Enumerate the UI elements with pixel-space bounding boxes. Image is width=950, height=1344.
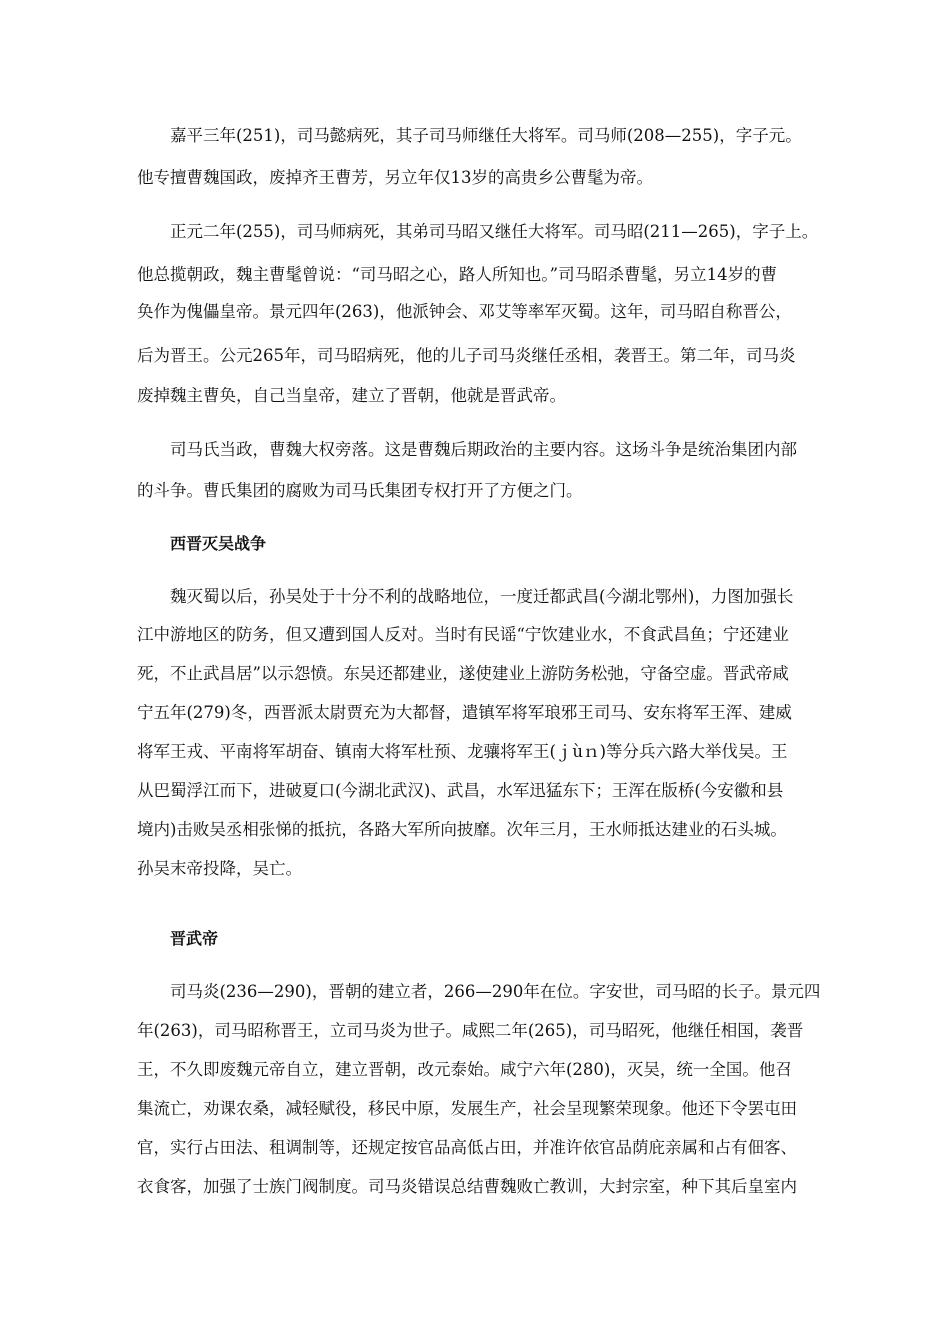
paragraph-3-line-2: 的斗争。曹氏集团的腐败为司马氏集团专权打开了方便之门。 xyxy=(137,481,583,500)
paragraph-5-line-5: 官，实行占田法、租调制等，还规定按官品高低占田，并准许依官品荫庇亲属和占有佃客、 xyxy=(137,1138,797,1157)
paragraph-5-line-1: 司马炎(236—290)，晋朝的建立者，266—290年在位。字安世，司马昭的长子。景元四 xyxy=(170,982,821,1001)
paragraph-5-line-3: 王，不久即废魏元帝自立，建立晋朝，改元泰始。咸宁六年(280)，灭吴，统一全国。他召 xyxy=(137,1060,792,1079)
paragraph-4-line-4: 宁五年(279)冬，西晋派太尉贾充为大都督，遣镇军将军琅邪王司马、安东将军王浑、建威 xyxy=(137,703,792,722)
section-heading-emperor-wu-of-jin: 晋武帝 xyxy=(170,929,219,948)
paragraph-4-line-1: 魏灭蜀以后，孙吴处于十分不利的战略地位，一度迁都武昌(今湖北鄂州)，力图加强长 xyxy=(170,587,794,606)
paragraph-4-line-6: 从巴蜀浮江而下，进破夏口(今湖北武汉)、武昌，水军迅猛东下；王浑在版桥(今安徽和县 xyxy=(137,781,784,800)
paragraph-2-line-3: 奂作为傀儡皇帝。景元四年(263)，他派钟会、邓艾等率军灭蜀。这年，司马昭自称晋公， xyxy=(137,302,792,321)
paragraph-1-line-1: 嘉平三年(251)，司马懿病死，其子司马师继任大将军。司马师(208—255)，字子元。 xyxy=(170,126,802,145)
paragraph-2-line-4: 后为晋王。公元265年，司马昭病死，他的儿子司马炎继任丞相，袭晋王。第二年，司马炎 xyxy=(137,346,796,365)
paragraph-4-line-2: 江中游地区的防务，但又遭到国人反对。当时有民谣“宁饮建业水，不食武昌鱼；宁还建业 xyxy=(137,625,789,644)
paragraph-5-line-6: 衣食客，加强了士族门阀制度。司马炎错误总结曹魏败亡教训，大封宗室，种下其后皇室内 xyxy=(137,1177,797,1196)
paragraph-2-line-2: 他总揽朝政，魏主曹髦曾说：“司马昭之心，路人所知也。”司马昭杀曹髦，另立14岁的曹 xyxy=(137,265,778,284)
paragraph-3-line-1: 司马氏当政，曹魏大权旁落。这是曹魏后期政治的主要内容。这场斗争是统治集团内部 xyxy=(170,440,797,459)
paragraph-4-line-3: 死，不止武昌居”以示怨愤。东吴还都建业，遂使建业上游防务松弛，守备空虚。晋武帝咸 xyxy=(137,664,789,683)
section-heading-west-jin-conquest-of-wu: 西晋灭吴战争 xyxy=(170,534,267,553)
paragraph-4-line-8: 孙吴末帝投降，吴亡。 xyxy=(137,859,302,878)
paragraph-2-line-1: 正元二年(255)，司马师病死，其弟司马昭又继任大将军。司马昭(211—265)，字子上。 xyxy=(170,222,819,241)
paragraph-2-line-5: 废掉魏主曹奂，自己当皇帝，建立了晋朝，他就是晋武帝。 xyxy=(137,386,566,405)
paragraph-5-line-2: 年(263)，司马昭称晋王，立司马炎为世子。咸熙二年(265)，司马昭死，他继任相国，袭晋 xyxy=(137,1021,804,1040)
paragraph-5-line-4: 集流亡，劝课农桑，减轻赋役，移民中原，发展生产，社会呈现繁荣现象。他还下令罢屯田 xyxy=(137,1099,797,1118)
paragraph-1-line-2: 他专擅曹魏国政，废掉齐王曹芳，另立年仅13岁的高贵乡公曹髦为帝。 xyxy=(137,168,653,187)
paragraph-4-line-5: 将军王戎、平南将军胡奋、镇南大将军杜预、龙骧将军王(ｊùｎ)等分兵六路大举伐吴。王 xyxy=(137,742,788,761)
paragraph-4-line-7: 境内)击败吴丞相张悌的抵抗，各路大军所向披靡。次年三月，王水师抵达建业的石头城。 xyxy=(137,820,787,839)
